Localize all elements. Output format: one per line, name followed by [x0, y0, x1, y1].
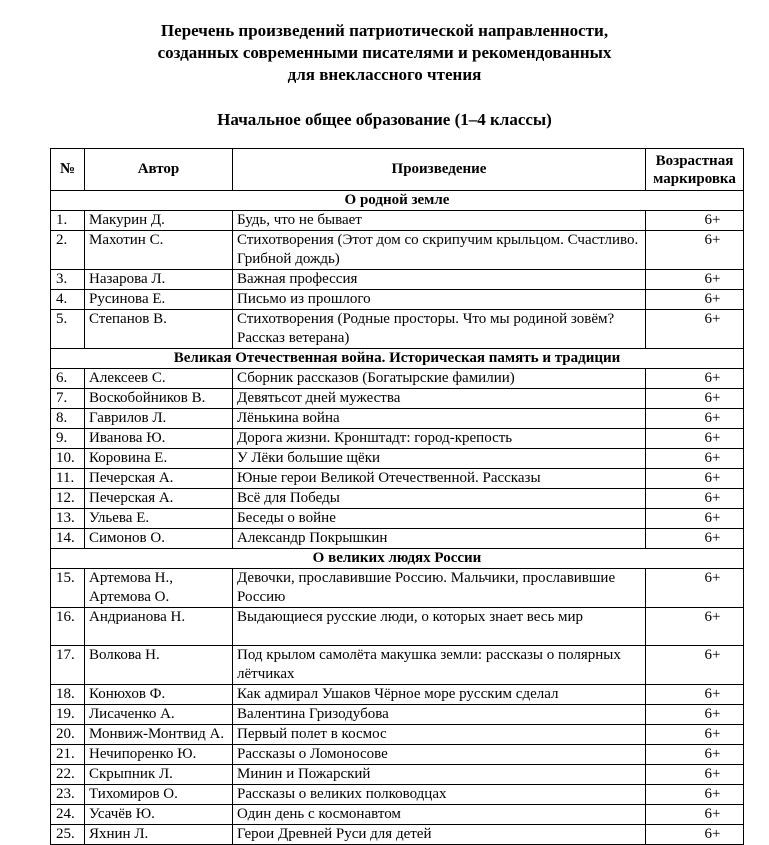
row-author: Монвиж-Монтвид А. — [85, 725, 233, 745]
row-author: Печерская А. — [85, 489, 233, 509]
table-row — [51, 685, 744, 705]
row-age: 6+ — [646, 608, 744, 646]
table-body — [51, 191, 744, 845]
table-row — [51, 429, 744, 449]
row-age: 6+ — [646, 449, 744, 469]
row-age: 6+ — [646, 785, 744, 805]
section-row — [51, 349, 744, 369]
table-row — [51, 569, 744, 608]
table-row — [51, 489, 744, 509]
header-work: Произведение — [233, 149, 646, 191]
row-author: Артемова Н., Артемова О. — [85, 569, 233, 608]
row-number: 2. — [51, 231, 85, 270]
row-work: Рассказы о Ломоносове — [233, 745, 646, 765]
row-author: Иванова Ю. — [85, 429, 233, 449]
row-work: Один день с космонавтом — [233, 805, 646, 825]
table-row — [51, 369, 744, 389]
row-number: 13. — [51, 509, 85, 529]
row-number: 11. — [51, 469, 85, 489]
row-number: 4. — [51, 290, 85, 310]
row-number: 19. — [51, 705, 85, 725]
row-author: Степанов В. — [85, 310, 233, 349]
row-author: Гаврилов Л. — [85, 409, 233, 429]
table-row — [51, 705, 744, 725]
table-row — [51, 646, 744, 685]
row-number: 24. — [51, 805, 85, 825]
row-age: 6+ — [646, 369, 744, 389]
row-age: 6+ — [646, 805, 744, 825]
row-number: 3. — [51, 270, 85, 290]
row-author: Симонов О. — [85, 529, 233, 549]
row-work: Девочки, прославившие Россию. Мальчики, прославившие Россию — [233, 569, 646, 608]
row-author: Андрианова Н. — [85, 608, 233, 646]
row-author: Алексеев С. — [85, 369, 233, 389]
row-work: Будь, что не бывает — [233, 211, 646, 231]
row-age: 6+ — [646, 211, 744, 231]
row-number: 23. — [51, 785, 85, 805]
table-row — [51, 310, 744, 349]
works-table — [50, 148, 744, 845]
section-row — [51, 191, 744, 211]
section-title: О родной земле — [51, 191, 744, 211]
row-work: У Лёки большие щёки — [233, 449, 646, 469]
title-line: для внеклассного чтения — [287, 65, 482, 84]
document-title — [0, 20, 769, 86]
table-row — [51, 449, 744, 469]
row-number: 10. — [51, 449, 85, 469]
row-number: 14. — [51, 529, 85, 549]
row-work: Сборник рассказов (Богатырские фамилии) — [233, 369, 646, 389]
row-work: Юные герои Великой Отечественной. Рассказы — [233, 469, 646, 489]
row-work: Выдающиеся русские люди, о которых знает весь мир — [233, 608, 646, 646]
row-age: 6+ — [646, 231, 744, 270]
row-age: 6+ — [646, 270, 744, 290]
table-row — [51, 509, 744, 529]
row-work: Беседы о войне — [233, 509, 646, 529]
table-row — [51, 805, 744, 825]
row-age: 6+ — [646, 429, 744, 449]
row-number: 20. — [51, 725, 85, 745]
row-age: 6+ — [646, 745, 744, 765]
row-age: 6+ — [646, 825, 744, 845]
row-age: 6+ — [646, 469, 744, 489]
row-author: Лисаченко А. — [85, 705, 233, 725]
table-row — [51, 725, 744, 745]
row-author: Скрыпник Л. — [85, 765, 233, 785]
row-author: Усачёв Ю. — [85, 805, 233, 825]
row-work: Лёнькина война — [233, 409, 646, 429]
row-work: Дорога жизни. Кронштадт: город-крепость — [233, 429, 646, 449]
table-row — [51, 409, 744, 429]
section-title: Великая Отечественная война. Историческая память и традиции — [51, 349, 744, 369]
header-age: Возрастная маркировка — [646, 149, 744, 191]
row-work: Стихотворения (Родные просторы. Что мы родиной зовём? Рассказ ветерана) — [233, 310, 646, 349]
table-row — [51, 231, 744, 270]
row-author: Назарова Л. — [85, 270, 233, 290]
row-author: Тихомиров О. — [85, 785, 233, 805]
row-work: Как адмирал Ушаков Чёрное море русским сделал — [233, 685, 646, 705]
table-row — [51, 529, 744, 549]
row-number: 18. — [51, 685, 85, 705]
row-author: Яхнин Л. — [85, 825, 233, 845]
row-author: Волкова Н. — [85, 646, 233, 685]
row-number: 1. — [51, 211, 85, 231]
row-age: 6+ — [646, 569, 744, 608]
row-number: 17. — [51, 646, 85, 685]
row-number: 22. — [51, 765, 85, 785]
row-work: Александр Покрышкин — [233, 529, 646, 549]
table-row — [51, 211, 744, 231]
row-work: Валентина Гризодубова — [233, 705, 646, 725]
document-subtitle: Начальное общее образование (1–4 классы) — [217, 110, 552, 129]
section-row — [51, 549, 744, 569]
header-author: Автор — [85, 149, 233, 191]
row-age: 6+ — [646, 509, 744, 529]
title-line: созданных современными писателями и рекомендованных — [157, 43, 612, 62]
row-work: Важная профессия — [233, 270, 646, 290]
table-row — [51, 608, 744, 646]
row-age: 6+ — [646, 705, 744, 725]
table-row — [51, 785, 744, 805]
row-author: Коровина Е. — [85, 449, 233, 469]
row-age: 6+ — [646, 685, 744, 705]
row-age: 6+ — [646, 310, 744, 349]
row-number: 8. — [51, 409, 85, 429]
row-work: Всё для Победы — [233, 489, 646, 509]
row-age: 6+ — [646, 389, 744, 409]
row-work: Стихотворения (Этот дом со скрипучим крыльцом. Счастливо. Грибной дождь) — [233, 231, 646, 270]
row-work: Рассказы о великих полководцах — [233, 785, 646, 805]
row-age: 6+ — [646, 646, 744, 685]
row-author: Махотин С. — [85, 231, 233, 270]
row-work: Девятьсот дней мужества — [233, 389, 646, 409]
row-number: 21. — [51, 745, 85, 765]
row-number: 15. — [51, 569, 85, 608]
row-work: Герои Древней Руси для детей — [233, 825, 646, 845]
row-age: 6+ — [646, 489, 744, 509]
row-work: Минин и Пожарский — [233, 765, 646, 785]
row-author: Воскобойников В. — [85, 389, 233, 409]
title-line: Перечень произведений патриотической направленности, — [160, 21, 609, 40]
row-age: 6+ — [646, 765, 744, 785]
row-number: 16. — [51, 608, 85, 646]
table-row — [51, 745, 744, 765]
header-num: № — [51, 149, 85, 191]
row-age: 6+ — [646, 290, 744, 310]
table-row — [51, 389, 744, 409]
row-author: Печерская А. — [85, 469, 233, 489]
row-number: 6. — [51, 369, 85, 389]
row-number: 9. — [51, 429, 85, 449]
row-author: Конюхов Ф. — [85, 685, 233, 705]
row-age: 6+ — [646, 409, 744, 429]
row-number: 7. — [51, 389, 85, 409]
row-number: 12. — [51, 489, 85, 509]
table-row — [51, 469, 744, 489]
table-row — [51, 270, 744, 290]
row-author: Русинова Е. — [85, 290, 233, 310]
row-work: Первый полет в космос — [233, 725, 646, 745]
row-author: Ульева Е. — [85, 509, 233, 529]
table-row — [51, 765, 744, 785]
row-author: Нечипоренко Ю. — [85, 745, 233, 765]
row-author: Макурин Д. — [85, 211, 233, 231]
row-number: 5. — [51, 310, 85, 349]
table-row — [51, 825, 744, 845]
section-title: О великих людях России — [51, 549, 744, 569]
row-work: Письмо из прошлого — [233, 290, 646, 310]
row-age: 6+ — [646, 725, 744, 745]
table-row — [51, 290, 744, 310]
row-age: 6+ — [646, 529, 744, 549]
row-number: 25. — [51, 825, 85, 845]
row-work: Под крылом самолёта макушка земли: рассказы о полярных лётчиках — [233, 646, 646, 685]
